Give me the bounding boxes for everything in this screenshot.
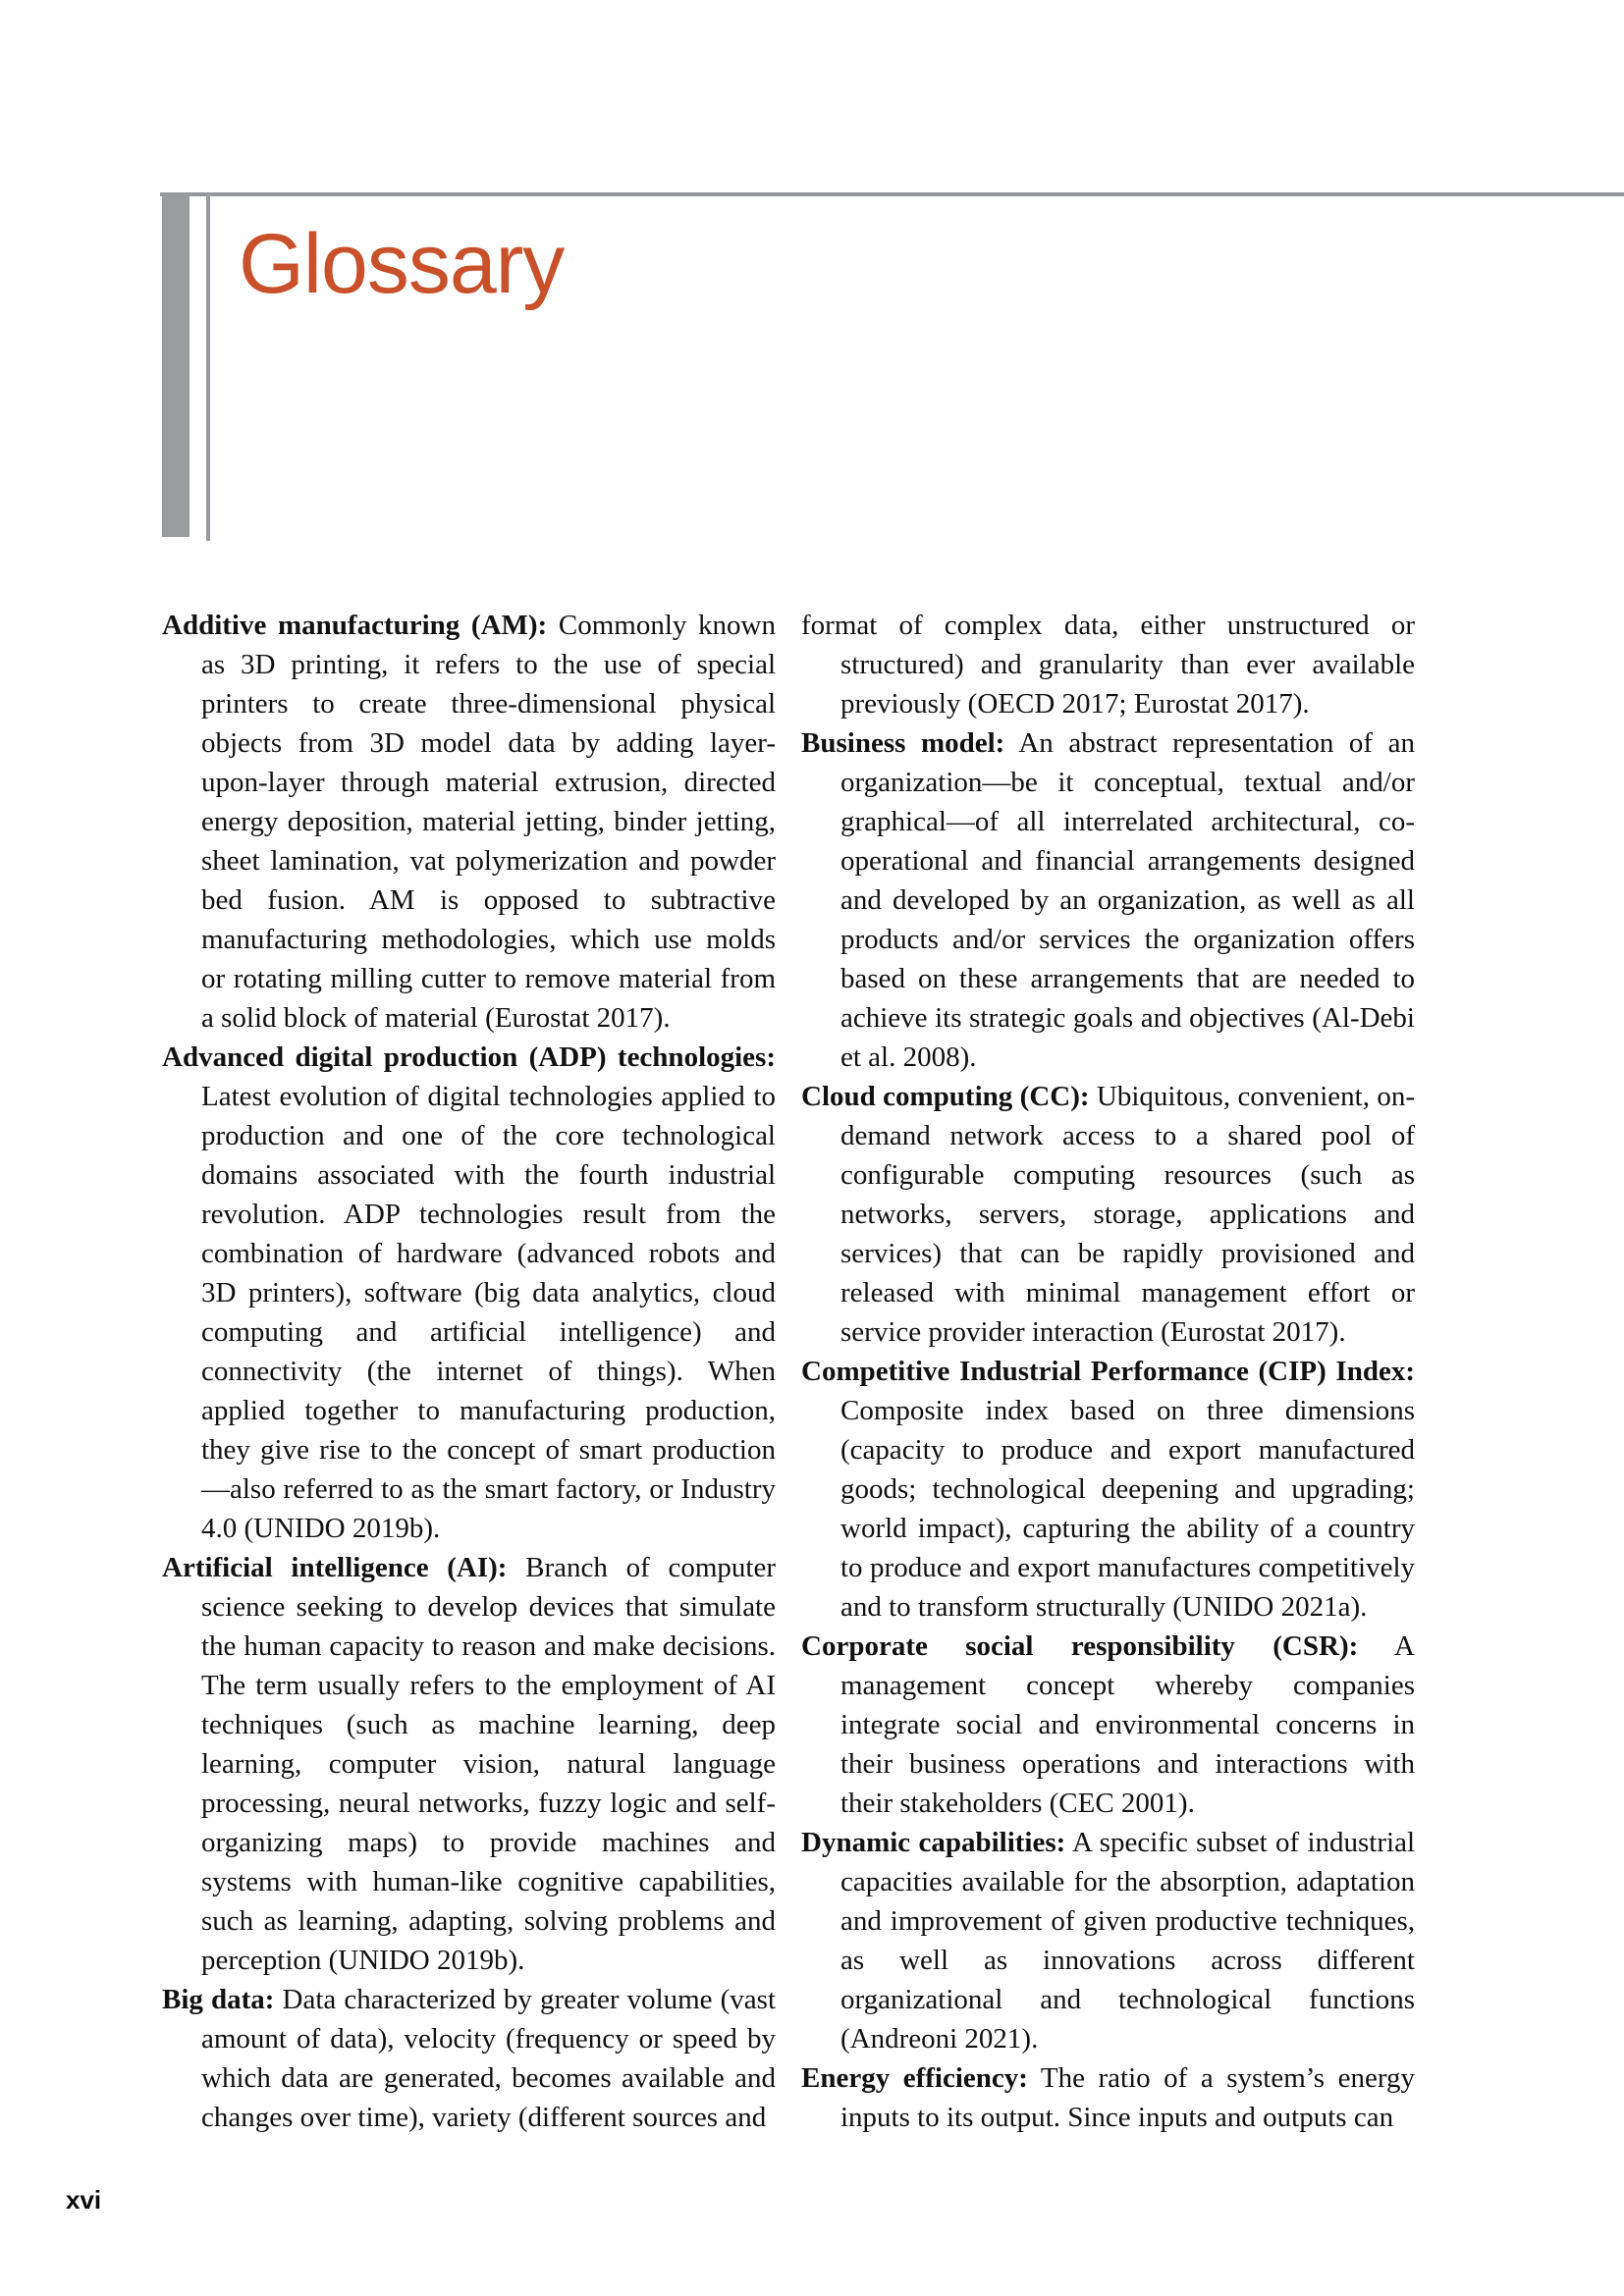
glossary-definition: Latest evolution of digital technologies applied to production and one of the core technological domains associated with the fourth industrial revolution. ADP technologies result from the combination of hardware (advanced robots and 3D printers), software (big data analytics, cloud computing and artificial intelligence) and connectivity (the internet of things). When applied together to manufacturing production, they give rise to the concept of smart production—also referred to as the smart factory, or Industry 4.0 (UNIDO 2019b). [201, 1081, 776, 1544]
glossary-term: Business model: [801, 727, 1005, 759]
glossary-definition: Composite index based on three dimensions (capacity to produce and export manufactured goods; technological deepening and upgrading; world impact), capturing the ability of a country to produce and export manufactures competitively and to transform structurally (UNIDO 2021a). [840, 1395, 1415, 1623]
glossary-term: Energy efficiency: [801, 2062, 1028, 2094]
glossary-entry [162, 1038, 776, 1548]
glossary-term: Competitive Industrial Performance (CIP) Index: [801, 1356, 1415, 1387]
glossary-definition: Ubiquitous, convenient, on-demand network access to a shared pool of configurable computing resources (such as networks, servers, storage, applications and services) that can be rapidly provisioned and released with minimal management effort or service provider interaction (Eurostat 2017). [840, 1081, 1415, 1348]
glossary-term: Artificial intelligence (AI): [162, 1552, 508, 1583]
glossary-term: Additive manufacturing (AM): [162, 610, 548, 641]
glossary-entry [801, 1077, 1415, 1352]
glossary-definition: Data characterized by greater volume (vast amount of data), velocity (frequency or speed by which data are generated, becomes available and changes over time), variety (different sources and [201, 1984, 776, 2133]
glossary-term: Dynamic capabilities: [801, 1827, 1066, 1858]
glossary-entry [801, 723, 1415, 1077]
glossary-entry [801, 1352, 1415, 1627]
glossary-term: Big data: [162, 1984, 275, 2015]
page-number: xvi [66, 2185, 102, 2215]
header-thin-rule [206, 192, 210, 541]
glossary-entry [801, 1627, 1415, 1823]
glossary-entry [162, 1980, 776, 2137]
glossary-columns [162, 606, 1415, 2137]
glossary-definition: Commonly known as 3D printing, it refers to the use of special printers to create three-dimensional physical objects from 3D model data by adding layer-upon-layer through material extrusion, directed energy deposition, material jetting, binder jetting, sheet lamination, vat polymerization and powder bed fusion. AM is opposed to subtractive manufacturing methodologies, which use molds or rotating milling cutter to remove material from a solid block of material (Eurostat 2017). [201, 610, 776, 1034]
glossary-definition: A management concept whereby companies integrate social and environmental concerns in their business operations and interactions with their stakeholders (CEC 2001). [840, 1630, 1415, 1819]
glossary-entry-continuation [801, 606, 1415, 723]
glossary-column-left [162, 606, 776, 2137]
header-accent-bar [162, 192, 189, 537]
glossary-term: Advanced digital production (ADP) technologies: [162, 1041, 776, 1073]
header-top-rule [160, 192, 1624, 196]
glossary-definition: An abstract representation of an organization—be it conceptual, textual and/or graphical—of all interrelated architectural, co-operational and financial arrangements designed and developed by an organization, as well as all products and/or services the organization offers based on these arrangements that are needed to achieve its strategic goals and objectives (Al-Debi et al. 2008). [840, 727, 1415, 1073]
glossary-entry [801, 2058, 1415, 2137]
glossary-entry [801, 1823, 1415, 2058]
glossary-term: Corporate social responsibility (CSR): [801, 1630, 1359, 1662]
glossary-entry [162, 1548, 776, 1980]
glossary-column-right [801, 606, 1415, 2137]
glossary-definition: The ratio of a system’s energy inputs to its output. Since inputs and outputs can [840, 2062, 1415, 2133]
page-title: Glossary [239, 217, 565, 311]
glossary-definition: A specific subset of industrial capacities available for the absorption, adaptation and improvement of given productive techniques, as well as innovations across different organizational and technological functions (Andreoni 2021). [840, 1827, 1415, 2055]
glossary-entry [162, 606, 776, 1038]
glossary-definition: format of complex data, either unstructured or structured) and granularity than ever available previously (OECD 2017; Eurostat 2017). [801, 610, 1415, 720]
glossary-term: Cloud computing (CC): [801, 1081, 1090, 1112]
glossary-definition: Branch of computer science seeking to develop devices that simulate the human capacity to reason and make decisions. The term usually refers to the employment of AI techniques (such as machine learning, deep learning, computer vision, natural language processing, neural networks, fuzzy logic and self-organizing maps) to provide machines and systems with human-like cognitive capabilities, such as learning, adapting, solving problems and perception (UNIDO 2019b). [201, 1552, 776, 1976]
